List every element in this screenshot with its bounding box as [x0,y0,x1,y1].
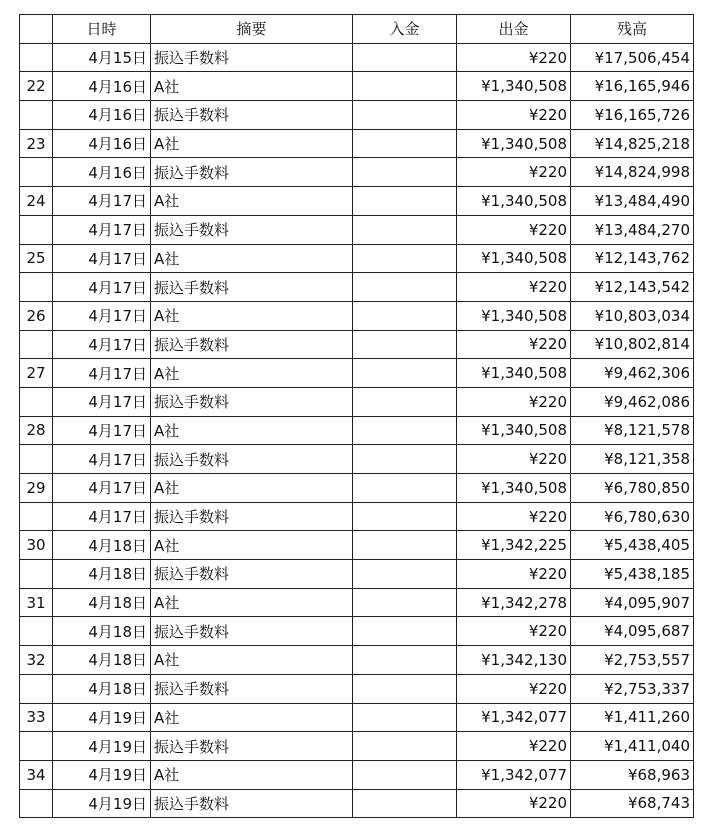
cell-withdrawal: ¥220 [457,43,571,72]
table-row [20,560,694,589]
cell-description: 振込手数料 [151,387,353,416]
cell-number [20,617,53,646]
cell-number [20,273,53,302]
table-row [20,732,694,761]
cell-number [20,387,53,416]
table-row [20,531,694,560]
cell-description: A社 [151,187,353,216]
cell-number [20,445,53,474]
cell-number: 28 [20,416,53,445]
cell-description: 振込手数料 [151,617,353,646]
cell-date: 4月19日 [53,789,151,818]
cell-balance: ¥9,462,086 [571,387,694,416]
table-row [20,158,694,187]
cell-description: 振込手数料 [151,273,353,302]
cell-date: 4月18日 [53,560,151,589]
table-row [20,101,694,130]
cell-description: 振込手数料 [151,674,353,703]
cell-withdrawal: ¥1,340,508 [457,301,571,330]
cell-number [20,215,53,244]
header-deposit: 入金 [353,15,457,44]
header-date: 日時 [53,15,151,44]
header-no [20,15,53,44]
cell-date: 4月18日 [53,588,151,617]
table-row [20,244,694,273]
cell-deposit [353,187,457,216]
cell-number [20,43,53,72]
cell-number [20,158,53,187]
cell-date: 4月17日 [53,187,151,216]
cell-number [20,502,53,531]
cell-number: 22 [20,72,53,101]
cell-withdrawal: ¥220 [457,502,571,531]
cell-balance: ¥8,121,358 [571,445,694,474]
cell-deposit [353,502,457,531]
header-row [20,15,694,44]
cell-balance: ¥2,753,557 [571,646,694,675]
cell-date: 4月19日 [53,703,151,732]
cell-balance: ¥13,484,490 [571,187,694,216]
cell-withdrawal: ¥220 [457,560,571,589]
table-row [20,502,694,531]
cell-deposit [353,273,457,302]
cell-description: A社 [151,588,353,617]
cell-description: 振込手数料 [151,215,353,244]
table-row [20,674,694,703]
table-row [20,387,694,416]
cell-deposit [353,215,457,244]
cell-withdrawal: ¥1,342,225 [457,531,571,560]
cell-description: A社 [151,416,353,445]
cell-balance: ¥5,438,405 [571,531,694,560]
cell-description: A社 [151,474,353,503]
cell-number: 30 [20,531,53,560]
cell-date: 4月18日 [53,674,151,703]
cell-date: 4月17日 [53,474,151,503]
cell-withdrawal: ¥220 [457,445,571,474]
table-row [20,273,694,302]
cell-description: 振込手数料 [151,560,353,589]
cell-number [20,789,53,818]
cell-balance: ¥1,411,040 [571,732,694,761]
cell-balance: ¥16,165,946 [571,72,694,101]
cell-balance: ¥4,095,687 [571,617,694,646]
cell-withdrawal: ¥1,340,508 [457,474,571,503]
cell-description: A社 [151,244,353,273]
cell-description: 振込手数料 [151,789,353,818]
header-description: 摘要 [151,15,353,44]
cell-description: A社 [151,359,353,388]
cell-number: 27 [20,359,53,388]
cell-deposit [353,330,457,359]
table-row [20,789,694,818]
cell-date: 4月17日 [53,502,151,531]
cell-withdrawal: ¥220 [457,101,571,130]
cell-number: 25 [20,244,53,273]
cell-number [20,560,53,589]
ledger-table [19,14,694,818]
cell-date: 4月17日 [53,273,151,302]
cell-date: 4月18日 [53,646,151,675]
cell-balance: ¥2,753,337 [571,674,694,703]
cell-date: 4月15日 [53,43,151,72]
cell-withdrawal: ¥1,340,508 [457,129,571,158]
cell-number [20,732,53,761]
cell-withdrawal: ¥1,340,508 [457,187,571,216]
cell-withdrawal: ¥1,342,278 [457,588,571,617]
cell-balance: ¥10,803,034 [571,301,694,330]
table-row [20,445,694,474]
cell-description: 振込手数料 [151,445,353,474]
cell-withdrawal: ¥1,340,508 [457,416,571,445]
cell-deposit [353,129,457,158]
cell-balance: ¥6,780,630 [571,502,694,531]
cell-deposit [353,531,457,560]
table-row [20,129,694,158]
cell-deposit [353,244,457,273]
cell-number: 34 [20,760,53,789]
table-row [20,617,694,646]
cell-description: 振込手数料 [151,101,353,130]
cell-balance: ¥17,506,454 [571,43,694,72]
cell-description: A社 [151,760,353,789]
cell-date: 4月16日 [53,129,151,158]
cell-withdrawal: ¥1,342,130 [457,646,571,675]
cell-balance: ¥16,165,726 [571,101,694,130]
table-row [20,187,694,216]
cell-balance: ¥68,743 [571,789,694,818]
table-row [20,588,694,617]
cell-balance: ¥12,143,762 [571,244,694,273]
cell-description: 振込手数料 [151,158,353,187]
cell-number: 23 [20,129,53,158]
cell-date: 4月18日 [53,531,151,560]
cell-deposit [353,760,457,789]
cell-description: A社 [151,703,353,732]
cell-balance: ¥14,824,998 [571,158,694,187]
table-row [20,646,694,675]
cell-withdrawal: ¥220 [457,330,571,359]
cell-number: 24 [20,187,53,216]
cell-withdrawal: ¥220 [457,674,571,703]
cell-balance: ¥4,095,907 [571,588,694,617]
cell-deposit [353,674,457,703]
cell-date: 4月19日 [53,760,151,789]
cell-number: 32 [20,646,53,675]
cell-deposit [353,732,457,761]
cell-date: 4月17日 [53,215,151,244]
cell-description: A社 [151,531,353,560]
cell-balance: ¥8,121,578 [571,416,694,445]
cell-date: 4月17日 [53,330,151,359]
table-row [20,215,694,244]
cell-deposit [353,703,457,732]
cell-date: 4月16日 [53,101,151,130]
ledger-header [20,15,694,44]
cell-deposit [353,560,457,589]
table-row [20,474,694,503]
cell-date: 4月17日 [53,359,151,388]
cell-deposit [353,617,457,646]
cell-withdrawal: ¥220 [457,158,571,187]
cell-withdrawal: ¥220 [457,215,571,244]
cell-description: A社 [151,72,353,101]
cell-balance: ¥9,462,306 [571,359,694,388]
cell-balance: ¥1,411,260 [571,703,694,732]
table-row [20,703,694,732]
cell-balance: ¥6,780,850 [571,474,694,503]
cell-description: A社 [151,301,353,330]
cell-date: 4月17日 [53,387,151,416]
cell-deposit [353,72,457,101]
cell-date: 4月16日 [53,72,151,101]
cell-number: 33 [20,703,53,732]
cell-deposit [353,43,457,72]
cell-number [20,101,53,130]
cell-description: A社 [151,646,353,675]
table-row [20,416,694,445]
cell-deposit [353,301,457,330]
cell-date: 4月17日 [53,301,151,330]
table-row [20,72,694,101]
cell-withdrawal: ¥1,340,508 [457,359,571,388]
cell-deposit [353,646,457,675]
cell-deposit [353,474,457,503]
cell-withdrawal: ¥220 [457,617,571,646]
cell-deposit [353,416,457,445]
cell-withdrawal: ¥220 [457,732,571,761]
table-row [20,43,694,72]
cell-deposit [353,789,457,818]
cell-date: 4月19日 [53,732,151,761]
cell-date: 4月17日 [53,445,151,474]
cell-date: 4月17日 [53,416,151,445]
cell-balance: ¥5,438,185 [571,560,694,589]
ledger-body [20,43,694,818]
cell-number [20,674,53,703]
cell-balance: ¥14,825,218 [571,129,694,158]
cell-withdrawal: ¥1,340,508 [457,72,571,101]
cell-withdrawal: ¥220 [457,273,571,302]
cell-number: 29 [20,474,53,503]
header-balance: 残高 [571,15,694,44]
cell-balance: ¥68,963 [571,760,694,789]
cell-description: A社 [151,129,353,158]
cell-deposit [353,359,457,388]
cell-balance: ¥10,802,814 [571,330,694,359]
table-row [20,301,694,330]
cell-withdrawal: ¥1,340,508 [457,244,571,273]
cell-withdrawal: ¥1,342,077 [457,703,571,732]
cell-description: 振込手数料 [151,43,353,72]
cell-deposit [353,445,457,474]
cell-date: 4月16日 [53,158,151,187]
cell-number [20,330,53,359]
cell-number: 26 [20,301,53,330]
table-row [20,760,694,789]
table-row [20,330,694,359]
cell-description: 振込手数料 [151,732,353,761]
cell-withdrawal: ¥1,342,077 [457,760,571,789]
cell-deposit [353,158,457,187]
cell-deposit [353,588,457,617]
cell-deposit [353,387,457,416]
cell-deposit [353,101,457,130]
cell-balance: ¥13,484,270 [571,215,694,244]
cell-balance: ¥12,143,542 [571,273,694,302]
cell-date: 4月17日 [53,244,151,273]
header-withdrawal: 出金 [457,15,571,44]
cell-withdrawal: ¥220 [457,789,571,818]
cell-description: 振込手数料 [151,330,353,359]
cell-withdrawal: ¥220 [457,387,571,416]
cell-date: 4月18日 [53,617,151,646]
cell-description: 振込手数料 [151,502,353,531]
cell-number: 31 [20,588,53,617]
table-row [20,359,694,388]
